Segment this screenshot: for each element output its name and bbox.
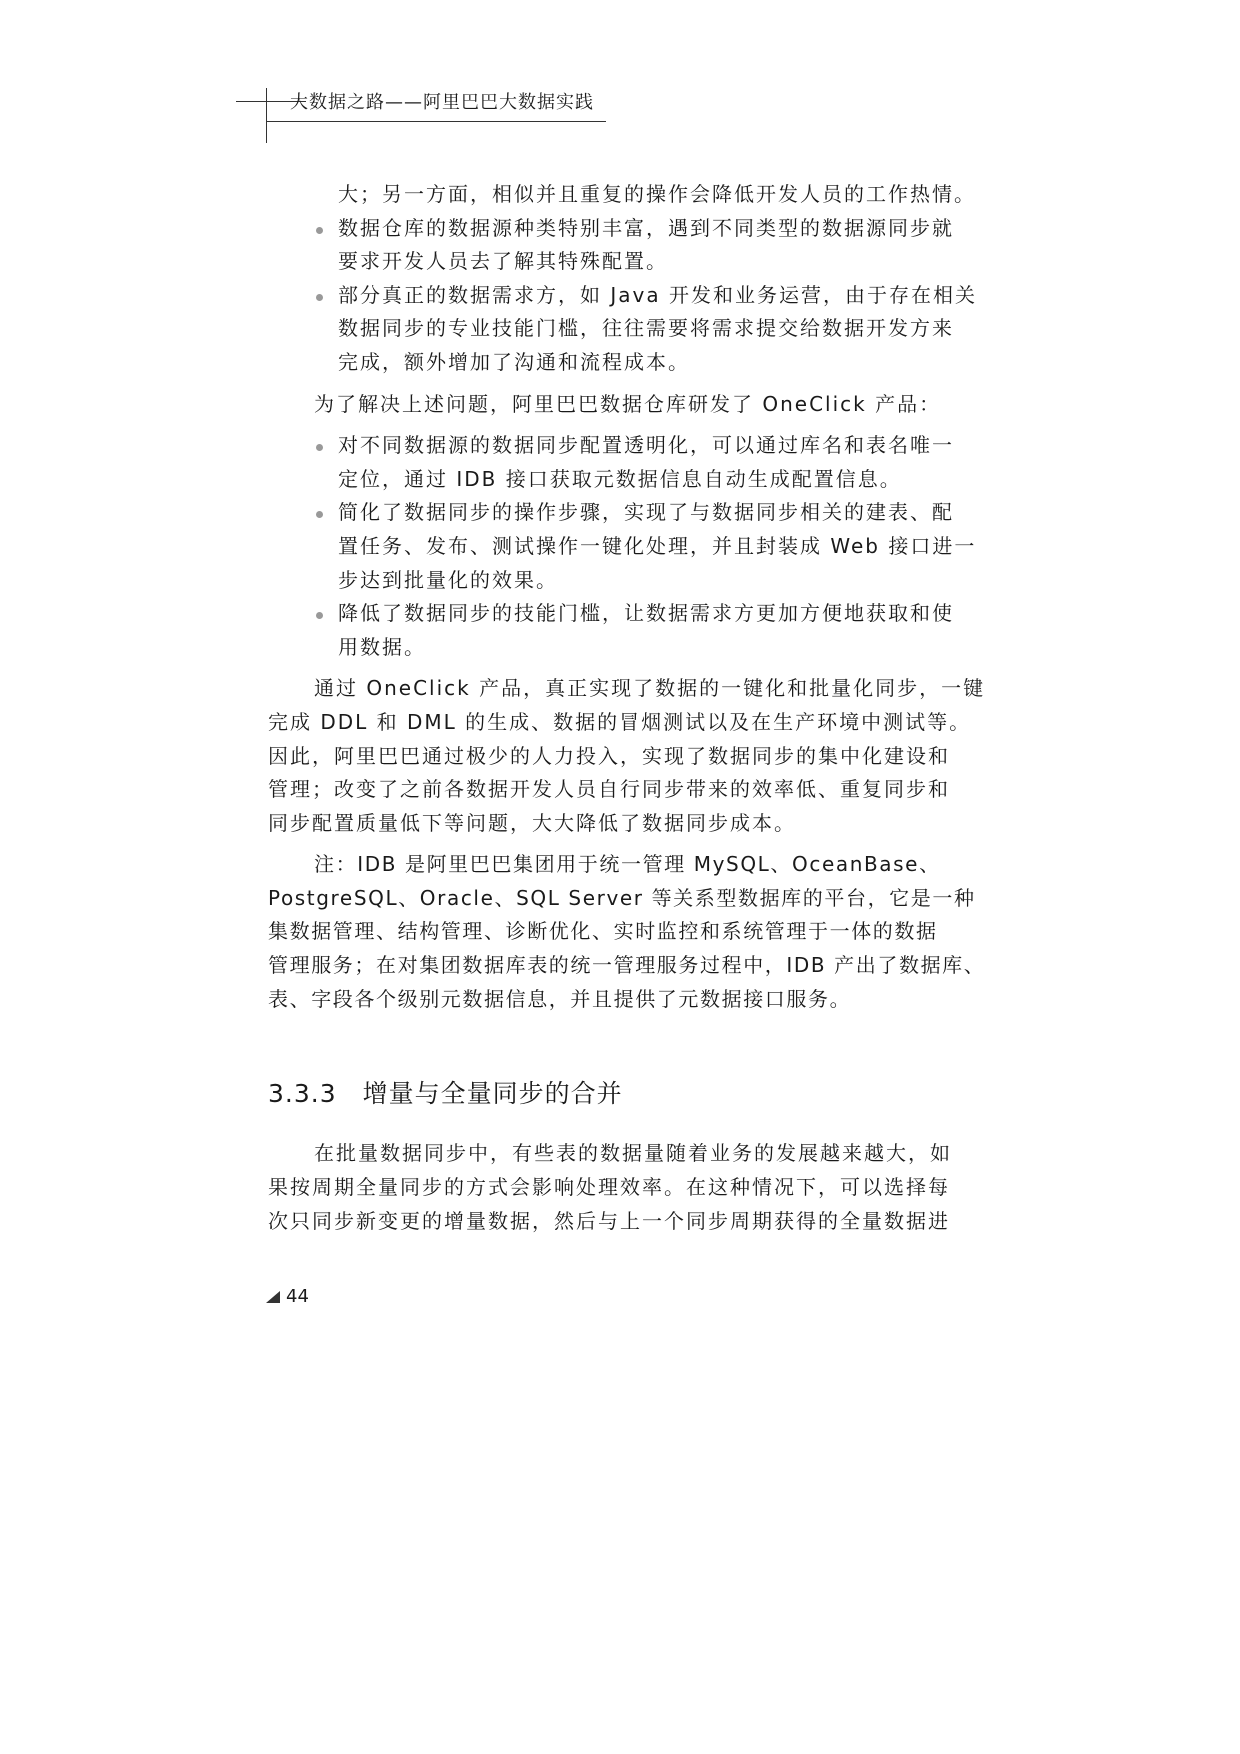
paragraph-line: 在批量数据同步中，有些表的数据量随着业务的发展越来越大，如: [314, 1141, 952, 1165]
solution-intro: 为了解决上述问题，阿里巴巴数据仓库研发了 OneClick 产品：: [314, 391, 942, 416]
paragraph-line: 通过 OneClick 产品，真正实现了数据的一键化和批量化同步，一键: [314, 676, 986, 701]
list-item-line: 对不同数据源的数据同步配置透明化，可以通过库名和表名唯一: [338, 433, 954, 458]
bullet-icon: [316, 612, 323, 619]
page-footer: [266, 1286, 309, 1307]
paragraph-line: 完成 DDL 和 DML 的生成、数据的冒烟测试以及在生产环境中测试等。: [268, 709, 972, 734]
list-item-line: 数据仓库的数据源种类特别丰富，遇到不同类型的数据源同步就: [338, 215, 954, 240]
section-heading: [268, 1074, 623, 1110]
list-item-line: 置任务、发布、测试操作一键化处理，并且封装成 Web 接口进一: [338, 533, 977, 558]
page-body: [268, 178, 986, 1016]
list-item-line: 降低了数据同步的技能门槛，让数据需求方更加方便地获取和使: [338, 601, 954, 626]
section-paragraph: [268, 1136, 978, 1238]
summary-paragraph: [268, 672, 986, 840]
list-item-line: 要求开发人员去了解其特殊配置。: [338, 249, 668, 274]
list-continuation: 大；另一方面，相似并且重复的操作会降低开发人员的工作热情。: [338, 182, 976, 206]
bullet-icon: [316, 444, 323, 451]
bullet-icon: [316, 511, 323, 518]
section-title: 增量与全量同步的合并: [362, 1079, 623, 1108]
list-item: [268, 496, 978, 597]
running-title: 大数据之路——阿里巴巴大数据实践: [290, 92, 594, 113]
list-item-line: 简化了数据同步的操作步骤，实现了与数据同步相关的建表、配: [338, 500, 954, 525]
note-line: 注：IDB 是阿里巴巴集团用于统一管理 MySQL、OceanBase、: [314, 852, 941, 877]
list-item-line: 部分真正的数据需求方，如 Java 开发和业务运营，由于存在相关: [338, 282, 977, 307]
paragraph-line: 同步配置质量低下等问题，大大降低了数据同步成本。: [268, 810, 796, 835]
page-number: 44: [286, 1286, 309, 1307]
note-line: 管理服务；在对集团数据库表的统一管理服务过程中，IDB 产出了数据库、: [268, 953, 986, 978]
note-paragraph: [268, 848, 986, 1016]
header-rule: [266, 121, 606, 122]
list-item: [268, 279, 978, 380]
list-item-line: 步达到批量化的效果。: [338, 567, 558, 592]
paragraph-line: 管理；改变了之前各数据开发人员自行同步带来的效率低、重复同步和: [268, 777, 950, 802]
bullet-icon: [316, 294, 323, 301]
section-number: 3.3.3: [268, 1079, 337, 1108]
list-item-line: 用数据。: [338, 634, 426, 659]
header-rule-vertical: [266, 88, 267, 143]
list-item-line: 数据同步的专业技能门槛，往往需要将需求提交给数据开发方来: [338, 316, 954, 341]
note-line: PostgreSQL、Oracle、SQL Server 等关系型数据库的平台，它是一种: [268, 885, 976, 910]
list-item: [268, 212, 978, 279]
paragraph-line: 因此，阿里巴巴通过极少的人力投入，实现了数据同步的集中化建设和: [268, 743, 950, 768]
list-item: [268, 597, 978, 664]
note-line: 表、字段各个级别元数据信息，并且提供了元数据接口服务。: [268, 986, 852, 1011]
list-item: [268, 429, 978, 496]
corner-triangle-icon: [266, 1291, 280, 1303]
list-item-line: 定位，通过 IDB 接口获取元数据信息自动生成配置信息。: [338, 466, 902, 491]
list-item-line: 完成，额外增加了沟通和流程成本。: [338, 349, 690, 374]
bullet-icon: [316, 227, 323, 234]
paragraph-line: 次只同步新变更的增量数据，然后与上一个同步周期获得的全量数据进: [268, 1209, 950, 1233]
paragraph-line: 果按周期全量同步的方式会影响处理效率。在这种情况下，可以选择每: [268, 1175, 950, 1199]
note-line: 集数据管理、结构管理、诊断优化、实时监控和系统管理于一体的数据: [268, 919, 938, 944]
